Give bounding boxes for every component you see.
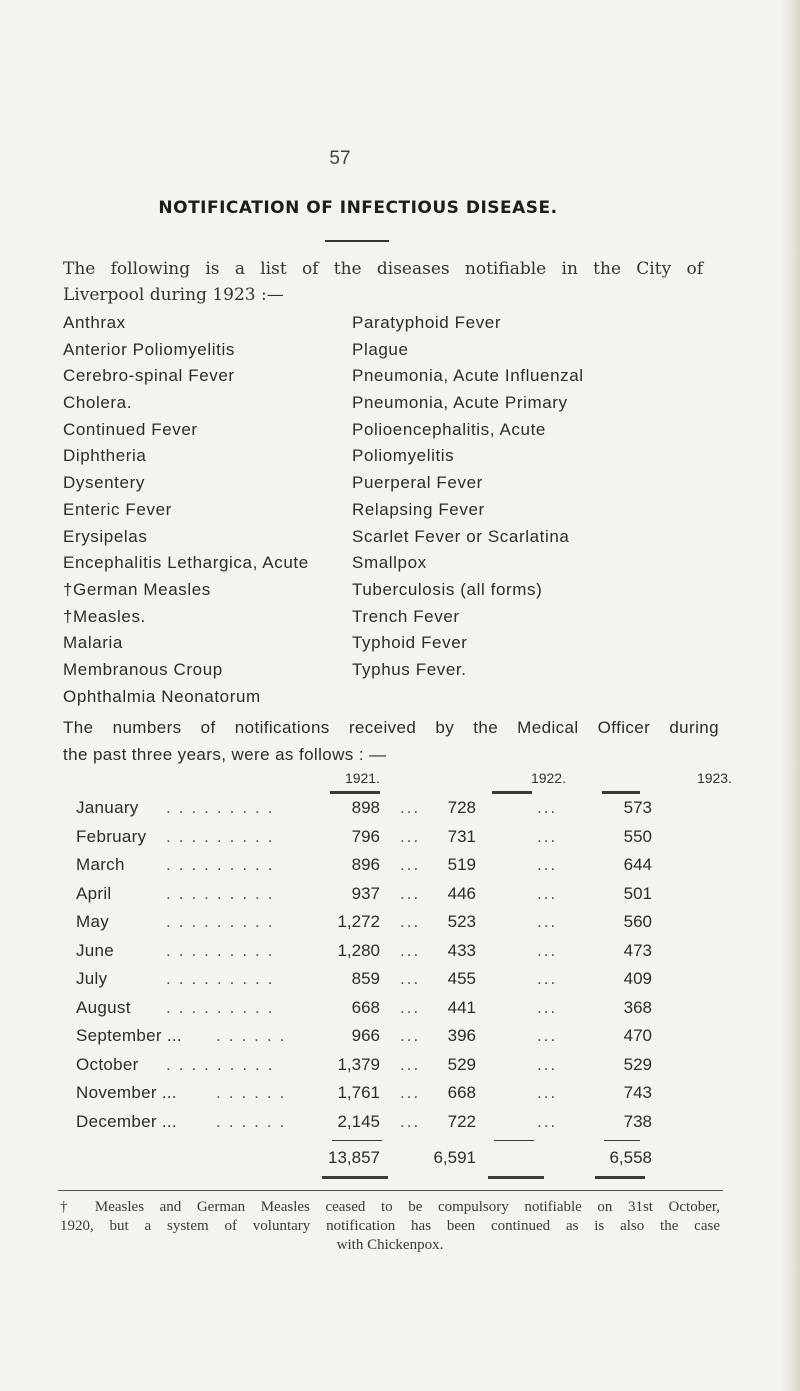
value-1922: 722 — [447, 1111, 476, 1131]
left-disease-item: Anthrax — [63, 313, 126, 332]
value-1921: 859 — [351, 969, 380, 988]
year-header-rule — [602, 791, 640, 794]
dot-leader: ......... — [166, 855, 281, 874]
right-disease-item: Pneumonia, Acute Primary — [352, 393, 568, 413]
left-disease-item: Membranous Croup — [63, 659, 223, 679]
diseases-right-column — [352, 310, 584, 684]
value-1921: 796 — [351, 826, 380, 846]
month-label: March — [76, 855, 125, 874]
month-label: August — [76, 997, 131, 1017]
table-row — [0, 941, 800, 970]
dot-leader: ... — [400, 1083, 421, 1102]
month-label: October — [76, 1054, 139, 1074]
notifications-table — [0, 798, 800, 1140]
table-row — [0, 1083, 800, 1112]
month-label: February — [76, 826, 147, 846]
left-disease-item: Dysentery — [63, 473, 145, 493]
value-1923: 470 — [623, 1026, 652, 1045]
value-1921: 2,145 — [337, 1111, 380, 1131]
value-1923: 529 — [623, 1054, 652, 1074]
left-disease-item: Enteric Fever — [63, 499, 172, 519]
dot-leader: ... — [400, 826, 421, 846]
value-1923: 409 — [623, 969, 652, 988]
dot-leader: ... — [400, 940, 421, 960]
dot-leader: ...... — [216, 1111, 293, 1131]
dot-leader: ... — [537, 997, 558, 1017]
dot-leader: ... — [400, 912, 421, 931]
left-disease-item: Ophthalmia Neonatorum — [63, 686, 261, 706]
footnote-line-3: with Chickenpox. — [336, 1237, 444, 1253]
value-1922: 529 — [447, 1054, 476, 1074]
value-1921: 1,280 — [337, 940, 380, 960]
subtotal-rule — [332, 1140, 382, 1141]
right-disease-item: Puerperal Fever — [352, 473, 483, 493]
table-row — [0, 1026, 800, 1055]
table-row — [0, 969, 800, 998]
total-1923: 6,558 — [609, 1148, 652, 1167]
total-rule — [322, 1176, 388, 1179]
dot-leader: ... — [537, 1083, 558, 1102]
total-1921: 13,857 — [328, 1148, 380, 1167]
month-label: December ... — [76, 1111, 177, 1131]
table-row — [0, 998, 800, 1027]
value-1922: 455 — [447, 969, 476, 988]
month-label: November ... — [76, 1083, 177, 1102]
intro-line-1: The following is a list of the diseases notifiable in the City of — [63, 259, 703, 279]
year-header-1922: 1922. — [530, 770, 566, 786]
month-label: May — [76, 912, 110, 931]
value-1922: 433 — [447, 940, 476, 960]
subtotal-rule — [604, 1140, 640, 1141]
dot-leader: ... — [400, 969, 421, 988]
dot-leader: ... — [537, 940, 558, 960]
value-1923: 644 — [623, 855, 652, 874]
total-rule — [488, 1176, 544, 1179]
value-1921: 966 — [351, 1026, 380, 1045]
table-row — [0, 1055, 800, 1084]
page-number: 57 — [329, 148, 351, 169]
right-disease-item: Polioencephalitis, Acute — [352, 419, 546, 439]
dot-leader: ......... — [166, 798, 281, 817]
table-row — [0, 855, 800, 884]
right-disease-item: Smallpox — [352, 553, 427, 573]
dot-leader: ... — [537, 1111, 558, 1131]
dot-leader: ......... — [166, 1054, 281, 1074]
value-1922: 731 — [447, 826, 476, 846]
left-disease-item: Cholera. — [63, 393, 133, 413]
value-1922: 728 — [447, 798, 476, 817]
value-1922: 668 — [447, 1083, 476, 1102]
month-label: September ... — [76, 1026, 182, 1045]
right-disease-item: Typhus Fever. — [352, 659, 467, 679]
footnote-divider — [58, 1190, 723, 1191]
year-header-1921: 1921. — [344, 770, 380, 786]
dot-leader: ... — [400, 1054, 421, 1074]
left-disease-item: Erysipelas — [63, 526, 148, 546]
dot-leader: ......... — [166, 912, 281, 931]
month-label: April — [76, 883, 112, 903]
page-edge — [782, 0, 800, 1391]
value-1923: 501 — [623, 883, 652, 903]
total-1922: 6,591 — [433, 1148, 476, 1167]
month-label: July — [76, 969, 108, 988]
right-disease-item: Pneumonia, Acute Influenzal — [352, 366, 584, 386]
value-1923: 473 — [623, 940, 652, 960]
left-disease-item: †German Measles — [63, 579, 211, 599]
dot-leader: ... — [400, 883, 421, 903]
value-1922: 523 — [447, 912, 476, 931]
dot-leader: ... — [537, 912, 558, 931]
value-1923: 573 — [623, 798, 652, 817]
left-disease-item: Anterior Poliomyelitis — [63, 339, 235, 359]
left-disease-item: Encephalitis Lethargica, Acute — [63, 553, 309, 573]
dot-leader: ......... — [166, 826, 281, 846]
right-disease-item: Relapsing Fever — [352, 499, 485, 519]
title-underline — [325, 240, 389, 242]
dot-leader: ... — [400, 997, 421, 1017]
value-1922: 441 — [447, 997, 476, 1017]
year-header-rule — [492, 791, 532, 794]
dot-leader: ......... — [166, 969, 281, 988]
value-1923: 743 — [623, 1083, 652, 1102]
diseases-left-column — [63, 310, 309, 710]
left-disease-item: Cerebro-spinal Fever — [63, 366, 235, 386]
right-disease-item: Trench Fever — [352, 606, 460, 626]
table-row — [0, 1112, 800, 1141]
dot-leader: ... — [537, 855, 558, 874]
right-disease-item: Plague — [352, 339, 409, 359]
value-1922: 396 — [447, 1026, 476, 1045]
year-header-1923: 1923. — [696, 770, 732, 786]
value-1923: 560 — [623, 912, 652, 931]
dot-leader: ... — [537, 798, 558, 817]
value-1923: 550 — [623, 826, 652, 846]
dot-leader: ......... — [166, 883, 281, 903]
year-header-rule — [330, 791, 380, 794]
left-disease-item: †Measles. — [63, 606, 146, 626]
dot-leader: ... — [537, 826, 558, 846]
value-1921: 1,761 — [337, 1083, 380, 1102]
dot-leader: ... — [537, 883, 558, 903]
value-1921: 1,379 — [337, 1054, 380, 1074]
left-disease-item: Diphtheria — [63, 446, 147, 466]
value-1923: 738 — [623, 1111, 652, 1131]
table-row — [0, 827, 800, 856]
dot-leader: ... — [537, 1054, 558, 1074]
month-label: January — [76, 798, 139, 817]
value-1922: 519 — [447, 855, 476, 874]
value-1921: 937 — [351, 883, 380, 903]
dot-leader: ... — [400, 1111, 421, 1131]
right-disease-item: Paratyphoid Fever — [352, 313, 502, 332]
notifications-intro-line-2: the past three years, were as follows : — — [63, 745, 387, 764]
dot-leader: ... — [537, 1026, 558, 1045]
table-row — [0, 912, 800, 941]
dot-leader: ......... — [166, 997, 281, 1017]
right-disease-item: Scarlet Fever or Scarlatina — [352, 526, 570, 546]
value-1921: 896 — [351, 855, 380, 874]
footnote-line-1: † Measles and German Measles ceased to be compulsory notifiable on 31st October, — [60, 1199, 720, 1215]
value-1922: 446 — [447, 883, 476, 903]
month-label: June — [76, 940, 115, 960]
value-1923: 368 — [623, 997, 652, 1017]
subtotal-rule — [494, 1140, 534, 1141]
right-disease-item: Poliomyelitis — [352, 446, 455, 466]
right-disease-item: Typhoid Fever — [352, 633, 468, 653]
table-row — [0, 798, 800, 827]
right-disease-item: Tuberculosis (all forms) — [352, 579, 543, 599]
total-rule — [595, 1176, 645, 1179]
dot-leader: ... — [400, 855, 421, 874]
dot-leader: ...... — [216, 1026, 293, 1045]
dot-leader: ...... — [216, 1083, 293, 1102]
page-title: NOTIFICATION OF INFECTIOUS DISEASE. — [158, 198, 558, 218]
dot-leader: ... — [400, 798, 421, 817]
value-1921: 1,272 — [337, 912, 380, 931]
footnote-line-2: 1920, but a system of voluntary notification has been continued as is also the case — [60, 1218, 720, 1234]
table-row — [0, 884, 800, 913]
left-disease-item: Continued Fever — [63, 419, 198, 439]
dot-leader: ......... — [166, 940, 281, 960]
dot-leader: ... — [400, 1026, 421, 1045]
footnote — [60, 1198, 720, 1255]
intro-line-2: Liverpool during 1923 :— — [63, 285, 284, 305]
value-1921: 668 — [351, 997, 380, 1017]
dot-leader: ... — [537, 969, 558, 988]
left-disease-item: Malaria — [63, 633, 123, 653]
value-1921: 898 — [351, 798, 380, 817]
notifications-intro-line-1: The numbers of notifications received by the Medical Officer during — [63, 718, 719, 737]
